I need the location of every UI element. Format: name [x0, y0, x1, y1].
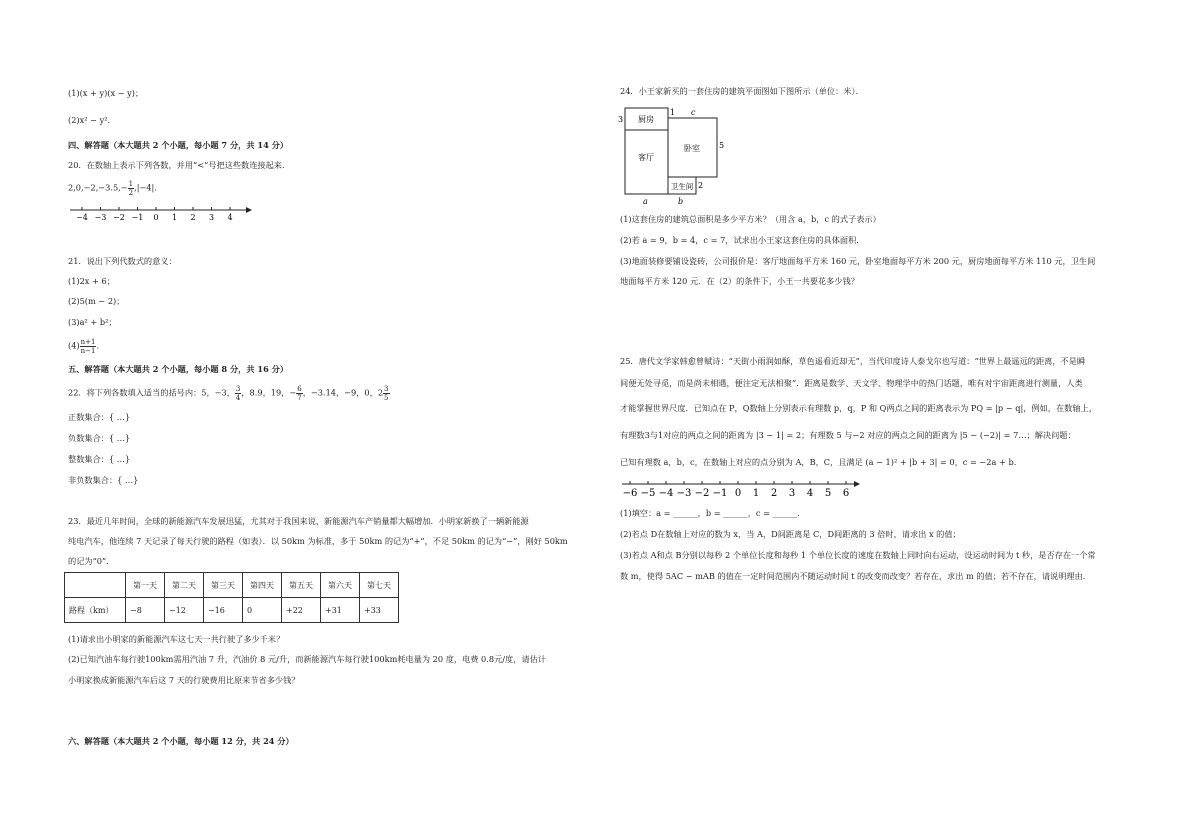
table-cell: 第五天: [282, 573, 321, 598]
number-line-q20: [66, 202, 256, 228]
room-kitchen: 厨房: [638, 115, 654, 124]
tick-label: 2: [190, 213, 196, 222]
set-nonnegative: 非负数集合：{ …}: [68, 475, 139, 485]
question-22: 22．将下列各数填入适当的括号内：5，−3， $\frac{3}{4}$ ，8.9，19，− $\frac{6}{7}$ ，−3.14，−9，0，2 $\frac{3}{5}$: [68, 385, 389, 402]
fraction-half: $\frac{1}{2}$: [128, 180, 134, 197]
question-25-line5: 已知有理数 a，b，c，在数轴上对应的点分别为 A，B，C，且满足 (a − 1)² + |b + 3| = 0，c = −2a + b．: [620, 457, 1022, 467]
table-header-row: [65, 573, 399, 598]
question-25-line3: 才能掌握世界尺度．已知点在 P，Q数轴上分别表示有理数 p，q，P 和 Q两点之间的距离表示为 PQ = |p − q|，例如，在数轴上，: [620, 403, 1097, 413]
room-bedroom: 卧室: [684, 144, 700, 153]
question-25-line4: 有理数3与1对应的两点之间的距离为 |3 − 1| = 2；有理数 5 与−2 对应的两点之间的距离为 |5 − (−2)| = 7…；解决问题：: [620, 430, 1076, 440]
table-cell: 第一天: [126, 573, 165, 598]
dim-3: 3: [618, 115, 624, 124]
question-21-part2: (2)5(m − 2)；: [68, 296, 125, 306]
floor-plan-diagram: [614, 104, 726, 208]
tick-label: 2: [770, 488, 778, 499]
question-24-part3-line2: 地面每平方米 120 元．在（2）的条件下，小王一共要花多少钱？: [620, 276, 859, 286]
question-21-part1: (1)2x + 6；: [68, 276, 115, 286]
table-cell: 第六天: [321, 573, 360, 598]
fraction-n: $\frac{n+1}{n-1}$: [80, 338, 96, 355]
tick-label: −1: [131, 213, 144, 222]
table-cell: 第四天: [243, 573, 282, 598]
section-6-heading: 六、解答题（本大题共 2 个小题，每小题 12 分，共 24 分）: [68, 736, 294, 746]
line-q19-part2: (2)x² − y².: [68, 115, 111, 125]
table-cell: +31: [321, 598, 360, 623]
question-24-part3-line1: (3)地面装修要铺设瓷砖，公司报价是：客厅地面每平方米 160 元，卧室地面每平方米 200 元，厨房地面每平方米 110 元，卫生间: [620, 256, 1096, 266]
section-5-heading: 五、解答题（本大题共 2 个小题，每小题 8 分，共 16 分）: [68, 364, 289, 374]
tick-label: −6: [622, 488, 638, 499]
table-cell: −16: [204, 598, 243, 623]
dim-5: 5: [719, 141, 725, 150]
dim-c: c: [691, 108, 696, 117]
table-cell: −8: [126, 598, 165, 623]
tick-label: −3: [94, 213, 107, 222]
table-cell: −12: [165, 598, 204, 623]
question-21-part4: (4) $\frac{n+1}{n-1}$ .: [68, 338, 100, 355]
tick-label: −5: [640, 488, 656, 499]
dim-2: 2: [698, 181, 704, 190]
question-24-part2: (2)若 a = 9，b = 4，c = 7，试求出小王家这套住房的具体面积．: [620, 235, 865, 245]
question-21: 21．说出下列代数式的意义：: [68, 256, 177, 266]
tick-label: −2: [113, 213, 125, 222]
question-23-line1: 23．最近几年时间，全球的新能源汽车发展迅猛，尤其对于我国来说，新能源汽车产销量都大幅增加．小明家新换了一辆新能源: [68, 516, 529, 526]
section-4-heading: 四、解答题（本大题共 2 个小题，每小题 7 分，共 14 分）: [68, 140, 289, 150]
question-25-part3-line2: 数 m，使得 5AC − mAB 的值在一定时间范围内不随运动时间 t 的改变而改变？若存在，求出 m 的值；若不存在，请说明理由．: [620, 571, 1091, 581]
distance-table: [64, 572, 399, 623]
number-line-q25: [618, 478, 868, 504]
tick-label: 4: [806, 488, 814, 499]
table-cell: +22: [282, 598, 321, 623]
tick-label: 1: [171, 213, 178, 222]
line-q19-part1: (1)(x + y)(x − y)；: [68, 88, 144, 98]
table-cell: [65, 573, 126, 598]
tick-label: 5: [824, 488, 832, 499]
question-20-numbers: 2,0,−2,−3.5,− $\frac{1}{2}$ ,|−4|.: [68, 180, 157, 197]
table-cell: 第七天: [360, 573, 399, 598]
tick-label: 1: [752, 488, 760, 499]
tick-label: −4: [76, 213, 88, 222]
table-cell: +33: [360, 598, 399, 623]
number-line-ticks: [76, 207, 232, 222]
question-25-line1: 25．唐代文学家韩愈曾赋诗：“天街小雨润如酥，草色遥看近却无”，当代印度诗人泰戈尔也写道：“世界上最遥远的距离，不是瞬: [620, 356, 1086, 366]
room-bathroom: 卫生间: [670, 182, 694, 191]
dim-b: b: [678, 197, 684, 206]
question-25-line2: 间便无处寻觅，而是尚未相遇，便注定无法相聚”．距离是数学、天文学、物理学中的热门话题，唯有对宇宙距离进行测量，人类: [620, 378, 1083, 388]
room-living: 客厅: [638, 153, 654, 162]
tick-label: 0: [153, 213, 159, 222]
question-25-part2: (2)若点 D在数轴上对应的数为 x，当 A，D间距离是 C，D间距离的 3 倍时，请求出 x 的值；: [620, 529, 961, 539]
question-20: 20．在数轴上表示下列各数，并用“<”号把这些数连接起来．: [68, 160, 291, 170]
table-row: [65, 598, 399, 623]
question-25-part1: (1)填空：a = ______，b = ______，c = ______．: [620, 508, 806, 518]
tick-label: −4: [658, 488, 674, 499]
tick-label: 3: [208, 213, 215, 222]
table-cell: 第二天: [165, 573, 204, 598]
question-23-line2: 纯电汽车，他连续 7 天记录了每天行驶的路程（如表）．以 50km 为标准，多于 50km 的记为“+”，不足 50km 的记为“−”，刚好 50km: [68, 536, 568, 546]
tick-label: −1: [712, 488, 728, 499]
tick-label: 3: [788, 488, 796, 499]
tick-label: 0: [734, 488, 742, 499]
question-23-part1: (1)请求出小明家的新能源汽车这七天一共行驶了多少千米？: [68, 634, 285, 644]
question-23-line3: 的记为“0”．: [68, 556, 115, 566]
question-21-part3: (3)a² + b²；: [68, 317, 117, 327]
tick-label: −2: [694, 488, 710, 499]
set-integer: 整数集合：{ …}: [68, 454, 131, 464]
question-23-part2-line1: (2)已知汽油车每行驶100km需用汽油 7 升，汽油价 8 元/升，而新能源汽车每行驶100km耗电量为 20 度，电费 0.8元/度，请估计: [68, 654, 546, 664]
tick-label: 6: [842, 488, 850, 499]
question-24: 24．小王家新买的一套住房的建筑平面图如下图所示（单位：米）．: [620, 86, 864, 96]
dim-a: a: [643, 197, 648, 206]
table-cell: 路程（km）: [65, 598, 126, 623]
table-cell: 第三天: [204, 573, 243, 598]
set-positive: 正数集合：{ …}: [68, 412, 131, 422]
tick-label: −3: [676, 488, 692, 499]
question-23-part2-line2: 小明家换成新能源汽车后这 7 天的行驶费用比原来节省多少钱？: [68, 675, 300, 685]
tick-label: 4: [227, 213, 233, 222]
set-negative: 负数集合：{ …}: [68, 433, 131, 443]
table-cell: 0: [243, 598, 282, 623]
question-25-part3-line1: (3)若点 A和点 B分别以每秒 2 个单位长度和每秒 1 个单位长度的速度在数轴上同时向右运动，设运动时间为 t 秒，是否存在一个常: [620, 550, 1096, 560]
dim-1: 1: [670, 108, 676, 117]
question-24-part1: (1)这套住房的建筑总面积是多少平方米？（用含 a，b，c 的式子表示）: [620, 214, 881, 224]
